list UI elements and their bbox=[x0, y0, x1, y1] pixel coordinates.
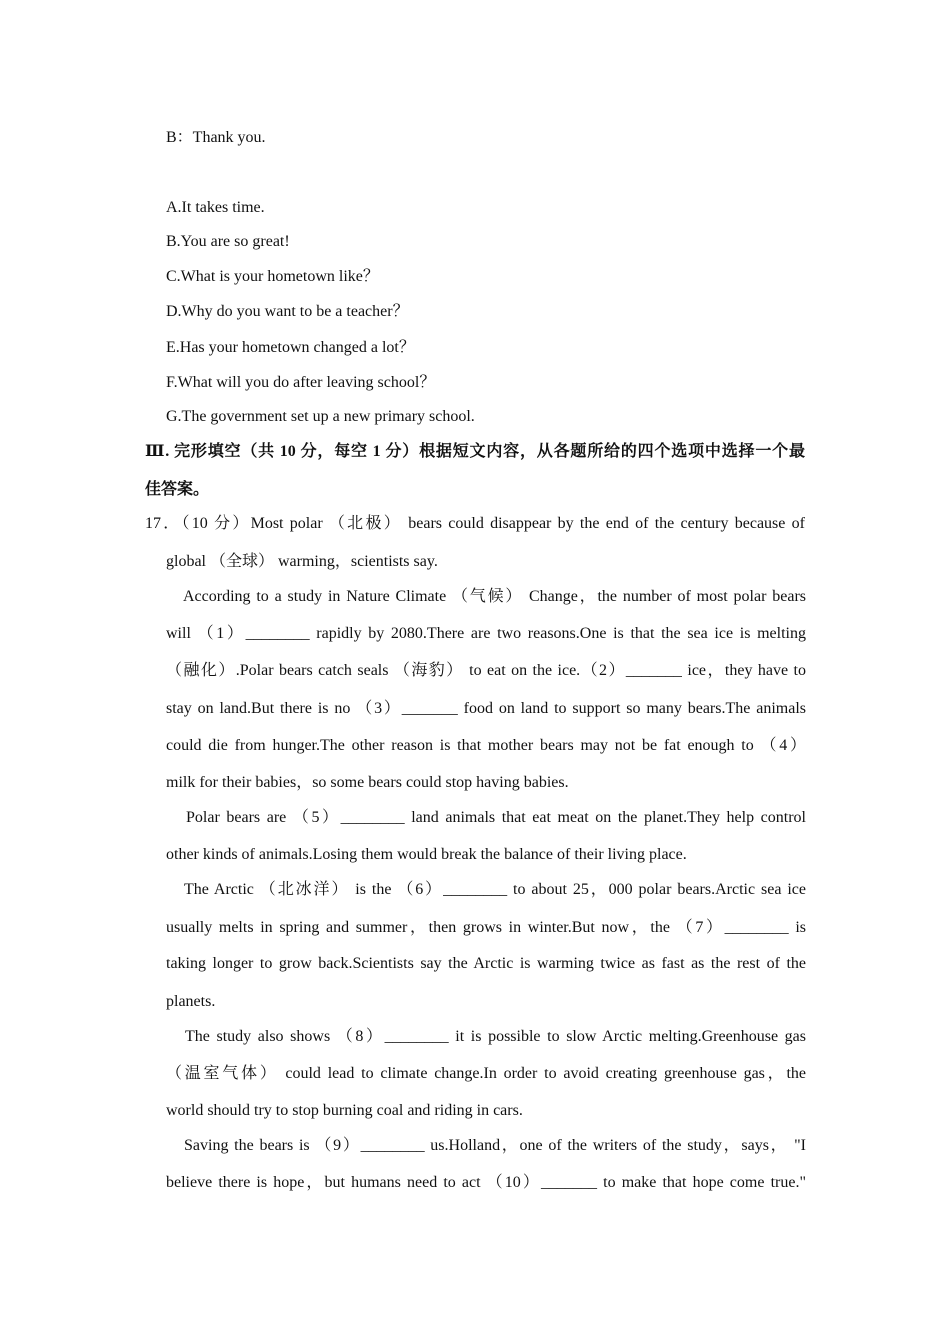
passage-line-8: milk for their babies，so some bears could stop having babies. bbox=[166, 774, 569, 791]
passage-line-10: other kinds of animals.Losing them would break the balance of their living place. bbox=[166, 846, 687, 863]
dialogue-b-reply: B：Thank you. bbox=[166, 129, 266, 146]
passage-line-4: will （1）________ rapidly by 2080.There are two reasons.One is that the sea ice is melting bbox=[166, 625, 806, 642]
question-17-line-2: global （全球） warming，scientists say. bbox=[166, 553, 438, 570]
passage-line-11: The Arctic （北冰洋） is the （6）________ to about 25，000 polar bears.Arctic sea ice bbox=[184, 881, 806, 898]
section-heading-line1: Ⅲ. 完形填空（共 10 分，每空 1 分）根据短文内容，从各题所给的四个选项中选择一个最 bbox=[145, 443, 805, 460]
option-d: D.Why do you want to be a teacher？ bbox=[166, 303, 409, 320]
passage-line-15: The study also shows （8）________ it is possible to slow Arctic melting.Greenhouse gas bbox=[185, 1028, 806, 1045]
option-f: F.What will you do after leaving school？ bbox=[166, 374, 436, 391]
passage-line-6: stay on land.But there is no （3）_______ food on land to support so many bears.The animals bbox=[166, 700, 806, 717]
passage-line-7: could die from hunger.The other reason is that mother bears may not be fat enough to （4） bbox=[166, 737, 806, 754]
passage-line-14: planets. bbox=[166, 993, 216, 1010]
option-a: A.It takes time. bbox=[166, 199, 265, 216]
passage-line-3: According to a study in Nature Climate （气候） Change，the number of most polar bears bbox=[183, 588, 806, 605]
passage-line-16: （温室气体） could lead to climate change.In order to avoid creating greenhouse gas，the bbox=[166, 1065, 806, 1082]
question-17-line-1: 17．（10 分）Most polar （北极） bears could disappear by the end of the century because of bbox=[145, 515, 805, 532]
passage-line-9: Polar bears are （5）________ land animals that eat meat on the planet.They help control bbox=[186, 809, 806, 826]
option-c: C.What is your hometown like？ bbox=[166, 268, 379, 285]
section-heading-line2: 佳答案。 bbox=[145, 481, 210, 498]
option-b: B.You are so great! bbox=[166, 233, 290, 250]
passage-line-5: （融化）.Polar bears catch seals （海豹） to eat on the ice.（2）_______ ice，they have to bbox=[166, 662, 806, 679]
passage-line-17: world should try to stop burning coal and riding in cars. bbox=[166, 1102, 523, 1119]
option-e: E.Has your hometown changed a lot？ bbox=[166, 339, 415, 356]
passage-line-18: Saving the bears is （9）________ us.Holland，one of the writers of the study，says， "I bbox=[184, 1137, 806, 1154]
passage-line-19: believe there is hope，but humans need to act （10）_______ to make that hope come true." bbox=[166, 1174, 806, 1191]
option-g: G.The government set up a new primary school. bbox=[166, 408, 475, 425]
passage-line-13: taking longer to grow back.Scientists say the Arctic is warming twice as fast as the rest of the bbox=[166, 955, 806, 972]
passage-line-12: usually melts in spring and summer，then grows in winter.But now，the （7）________ is bbox=[166, 919, 806, 936]
